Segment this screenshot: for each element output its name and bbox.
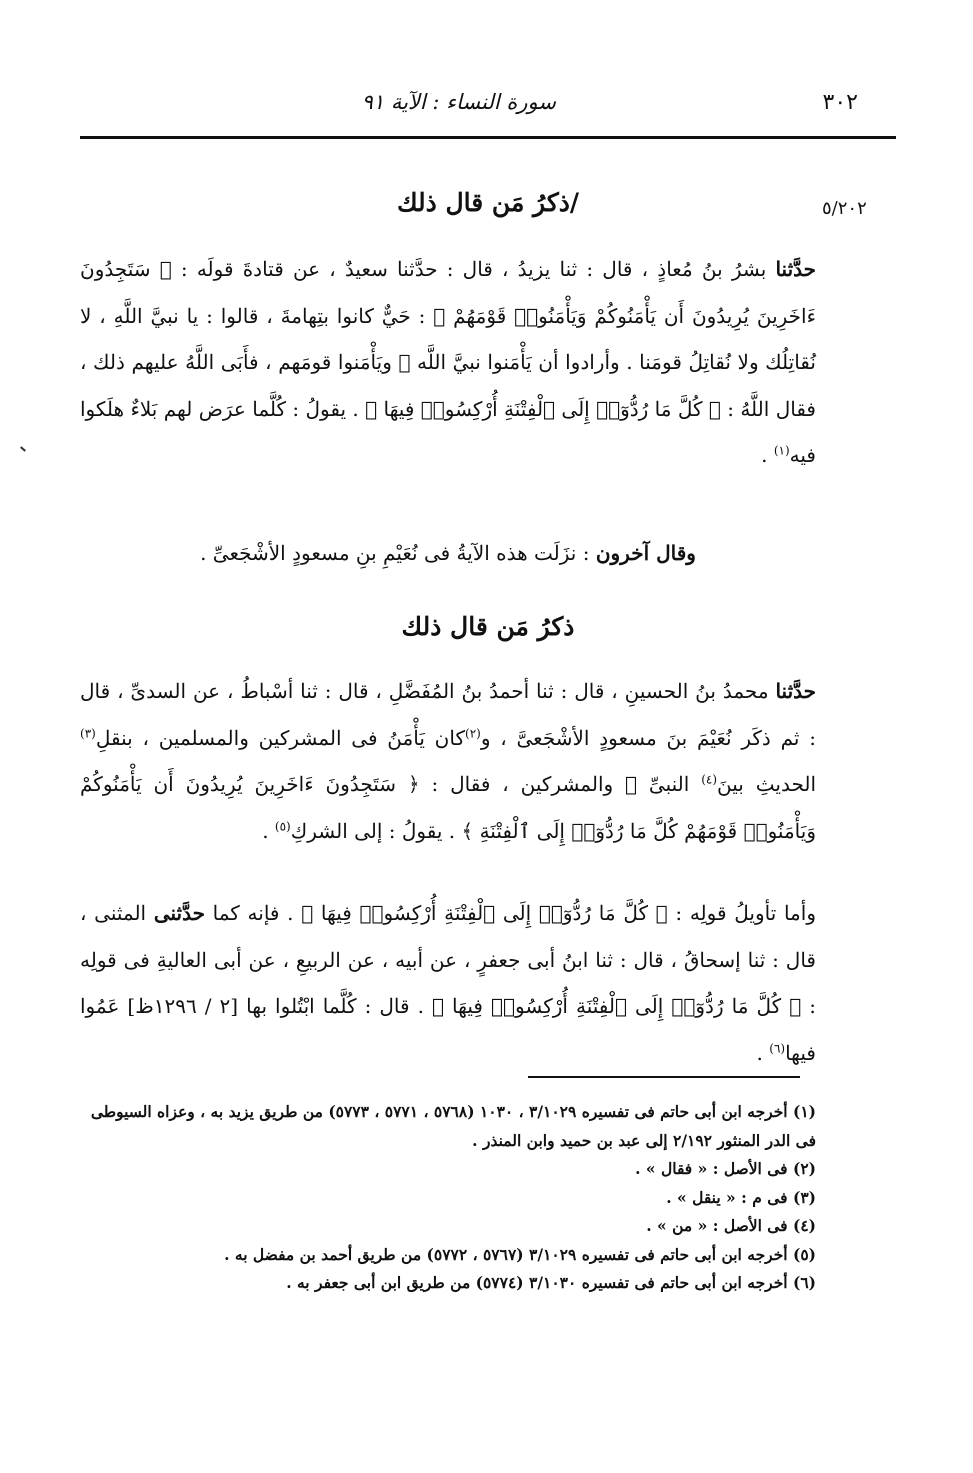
- paragraph-interpretation: [80, 890, 816, 1076]
- footnote-ref: (٦): [769, 1040, 786, 1055]
- footnotes: [80, 1098, 816, 1298]
- footnote-1: (١) أخرجه ابن أبى حاتم فى تفسيره ٣/١٠٢٩ ، ١٠٣٠ (٥٧٦٨ ، ٥٧٧١ ، ٥٧٧٣) من طريق يزيد به ، وعزاه السيوطى فى الدر المنثور ٢/١٩٢ إلى عبد بن حميد وابن المنذر .: [90, 1102, 816, 1150]
- section-heading-2: ذكرُ مَن قال ذلك: [401, 612, 575, 641]
- paragraph-text: النبىِّ ﷺ والمشركين ، فقال : ﴿ سَتَجِدُونَ ءَاخَرِينَ يُرِيدُونَ أَن يَأْمَنُوكُمْ وَيَأْمَنُوا۟ قَوْمَهُمْ كُلَّ مَا رُدُّوٓا۟ إِلَى ٱلْفِتْنَةِ ﴾ . يقولُ : إلى الشركِ: [80, 772, 816, 843]
- paragraph-end: .: [756, 1040, 770, 1065]
- header-rule: [80, 136, 896, 139]
- isnad-lead: حدَّثنا: [775, 679, 816, 703]
- footnote-rule: [528, 1076, 800, 1078]
- footnote-ref: (١): [773, 443, 790, 458]
- paragraph-end: .: [262, 818, 275, 843]
- paragraph-suddi: [80, 668, 816, 854]
- paragraph-text: كان يَأْمَنُ فى المشركين والمسلمين ، بنقلِ: [95, 725, 465, 750]
- margin-reference: ٥/٢٠٢: [822, 198, 867, 219]
- footnote-2: (٢) فى الأصل : « فقال » .: [635, 1159, 816, 1178]
- footnote-3: (٣) فى م : « ينقل » .: [666, 1187, 816, 1207]
- running-title: سورة النساء : الآية ٩١: [361, 90, 556, 114]
- paragraph-end: .: [761, 443, 774, 467]
- others-lead: وقال آخرون: [595, 541, 696, 565]
- footnote-4: (٤) فى الأصل : « من » .: [646, 1216, 816, 1235]
- paragraph-text: محمدُ بنُ الحسينِ ، قال : ثنا أحمدُ بنُ المُفَضَّلِ ، قال : ثنا أسْباطُ ، عن السدىِّ ، قال : ثم ذكَر نُعَيْمَ بنَ مسعودٍ الأشْجَعىَّ ، و: [80, 679, 817, 750]
- footnote-ref: (٢): [465, 725, 481, 740]
- paragraph-qatada: [80, 246, 816, 479]
- isnad-lead: حدَّثنى: [153, 901, 205, 925]
- footnote-ref: (٣): [80, 725, 96, 740]
- footnote-5: (٥) أخرجه ابن أبى حاتم فى تفسيره ٣/١٠٢٩ (٥٧٦٧ ، ٥٧٧٢) من طريق أحمد بن مفضل به .: [224, 1244, 816, 1264]
- paragraph-text: الحديثِ بينَ: [717, 772, 816, 796]
- paragraph-text: المثنى ، قال : ثنا إسحاقُ ، قال : ثنا ابنُ أبى جعفرٍ ، عن أبيه ، عن الربيعِ ، عن أبى العاليةِ فى قولِه : ﴿ كُلَّ مَا رُدُّوٓا۟ إِلَى ٱلْفِتْنَةِ أُرْكِسُوا۟ فِيهَا ﴾ . قال : كُلَّما ابْتُلوا بها [٢ / ١٢٩٦ظ] عَمُوا فيها: [80, 901, 816, 1065]
- section-heading-1: /ذكرُ مَن قال ذلك: [396, 188, 580, 217]
- paragraph-text: بشرُ بنُ مُعاذٍ ، قال : ثنا يزيدُ ، قال : حدَّثنا سعيدٌ ، عن قتادةَ قولَه : ﴿ سَتَجِدُونَ ءَاخَرِينَ يُرِيدُونَ أَن يَأْمَنُوكُمْ وَيَأْمَنُوا۟ قَوْمَهُمْ ﴾ : حَيٌّ كانوا بتِهامةَ ، قالوا : يا نبيَّ اللَّهِ ، لا نُقاتِلُك ولا نُقاتِلُ قومَنا . وأرادوا أن يَأْمَنوا نبيَّ اللَّه ﷺ ويَأْمَنوا قومَهم ، فأَبَى اللَّهُ عليهم ذلك ، فقال اللَّهُ : ﴿ كُلَّ مَا رُدُّوٓا۟ إِلَى ٱلْفِتْنَةِ أُرْكِسُوا۟ فِيهَا ﴾ . يقولُ : كُلَّما عرَض لهم بَلاءٌ هلَكوا فيه: [80, 257, 816, 467]
- isnad-lead: حدَّثنا: [775, 257, 816, 281]
- paragraph-text: وأما تأويلُ قولِه : ﴿ كُلَّ مَا رُدُّوٓا۟ إِلَى ٱلْفِتْنَةِ أُرْكِسُوا۟ فِيهَا ﴾ . فإنه كما: [204, 901, 816, 925]
- paragraph-others: [80, 530, 816, 577]
- page-header: [80, 84, 896, 126]
- scan-mark: [20, 446, 26, 451]
- footnote-ref: (٤): [701, 772, 718, 787]
- page-number: ٣٠٢: [822, 90, 858, 115]
- footnote-6: (٦) أخرجه ابن أبى حاتم فى تفسيره ٣/١٠٣٠ (٥٧٧٤) من طريق ابن أبى جعفر به .: [286, 1273, 816, 1292]
- others-text: : نزَلَت هذه الآيةُ فى نُعَيْمِ بنِ مسعودٍ الأشْجَعىِّ .: [200, 541, 596, 565]
- footnote-ref: (٥): [274, 818, 291, 833]
